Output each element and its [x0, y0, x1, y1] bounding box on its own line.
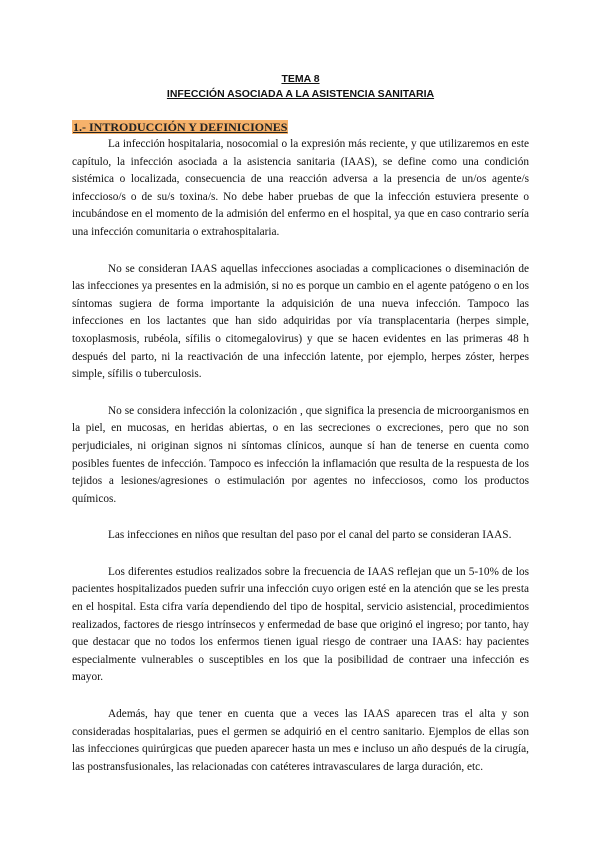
topic-number: TEMA 8	[281, 73, 320, 85]
document-title: INFECCIÓN ASOCIADA A LA ASISTENCIA SANITARIA	[166, 88, 435, 100]
paragraph-frequency: Los diferentes estudios realizados sobre la frecuencia de IAAS reflejan que un 5-10% de los pacientes hospitalizados pueden sufrir una infección cuyo origen esté en la atención que se les presta en el hospital. Esta cifra varía dependiendo del tipo de hospital, servicio asistencial, procedimientos realizados, factores de riesgo intrínsecos y enfermedad de base que originó el ingreso; por tanto, hay que destacar que no todos los enfermos tienen igual riesgo de contraer una IAAS: hay pacientes especialmente vulnerables o susceptibles en los que la posibilidad de contraer una infección es mayor.	[72, 565, 529, 684]
paragraph-exclusions: No se consideran IAAS aquellas infecciones asociadas a complicaciones o diseminación de las infecciones ya presentes en la admisión, si no es porque un cambio en el agente patógeno o en los síntomas sugiera de forma importante la adquisición de una nueva infección. Tampoco las infecciones en los lactantes que han sido adquiridas por vía transplacentaria (herpes simple, toxoplasmosis, rubéola, sífilis o citomegalovirus) y que se hacen evidentes en las primeras 48 h después del parto, ni la reactivación de una infección latente, por ejemplo, herpes zóster, herpes simple, sífilis o tuberculosis.	[72, 262, 529, 381]
paragraph-colonization: No se considera infección la colonización , que significa la presencia de microorganismos en la piel, en mucosas, en heridas abiertas, o en las secreciones o excreciones, pero que no son perjudiciales, ni originan signos ni síntomas clínicos, aunque sí han de tenerse en cuenta como posibles fuentes de infección. Tampoco es infección la inflamación que resulta de la respuesta de los tejidos a lesiones/agresiones o estimulación por agentes no infecciosos, como los productos químicos.	[72, 404, 529, 505]
paragraph-definition: La infección hospitalaria, nosocomial o la expresión más reciente, y que utilizaremos en este capítulo, la infección asociada a la asistencia sanitaria (IAAS), se define como una condición sistémica o localizada, consecuencia de una reacción adversa a la presencia de un/os agente/s infeccioso/s o de su/s toxina/s. No debe haber pruebas de que la infección estuviera presente o incubándose en el momento de la admisión del enfermo en el hospital, ya que en caso contrario sería una infección comunitaria o extrahospitalaria.	[72, 138, 529, 238]
document-page	[72, 72, 529, 795]
section-heading-row	[72, 118, 529, 136]
paragraph-birth-canal: Las infecciones en niños que resultan del paso por el canal del parto se consideran IAAS.	[108, 529, 512, 542]
paragraph-post-discharge: Además, hay que tener en cuenta que a veces las IAAS aparecen tras el alta y son consideradas hospitalarias, pues el germen se adquirió en el centro sanitario. Ejemplos de ellas son las infecciones quirúrgicas que pueden aparecer hasta un mes e incluso un año después de la cirugía, las postransfusionales, las relacionadas con catéteres intravasculares de larga duración, etc.	[72, 708, 529, 773]
section-heading: 1.- INTRODUCCIÓN Y DEFINICIONES	[73, 120, 288, 134]
